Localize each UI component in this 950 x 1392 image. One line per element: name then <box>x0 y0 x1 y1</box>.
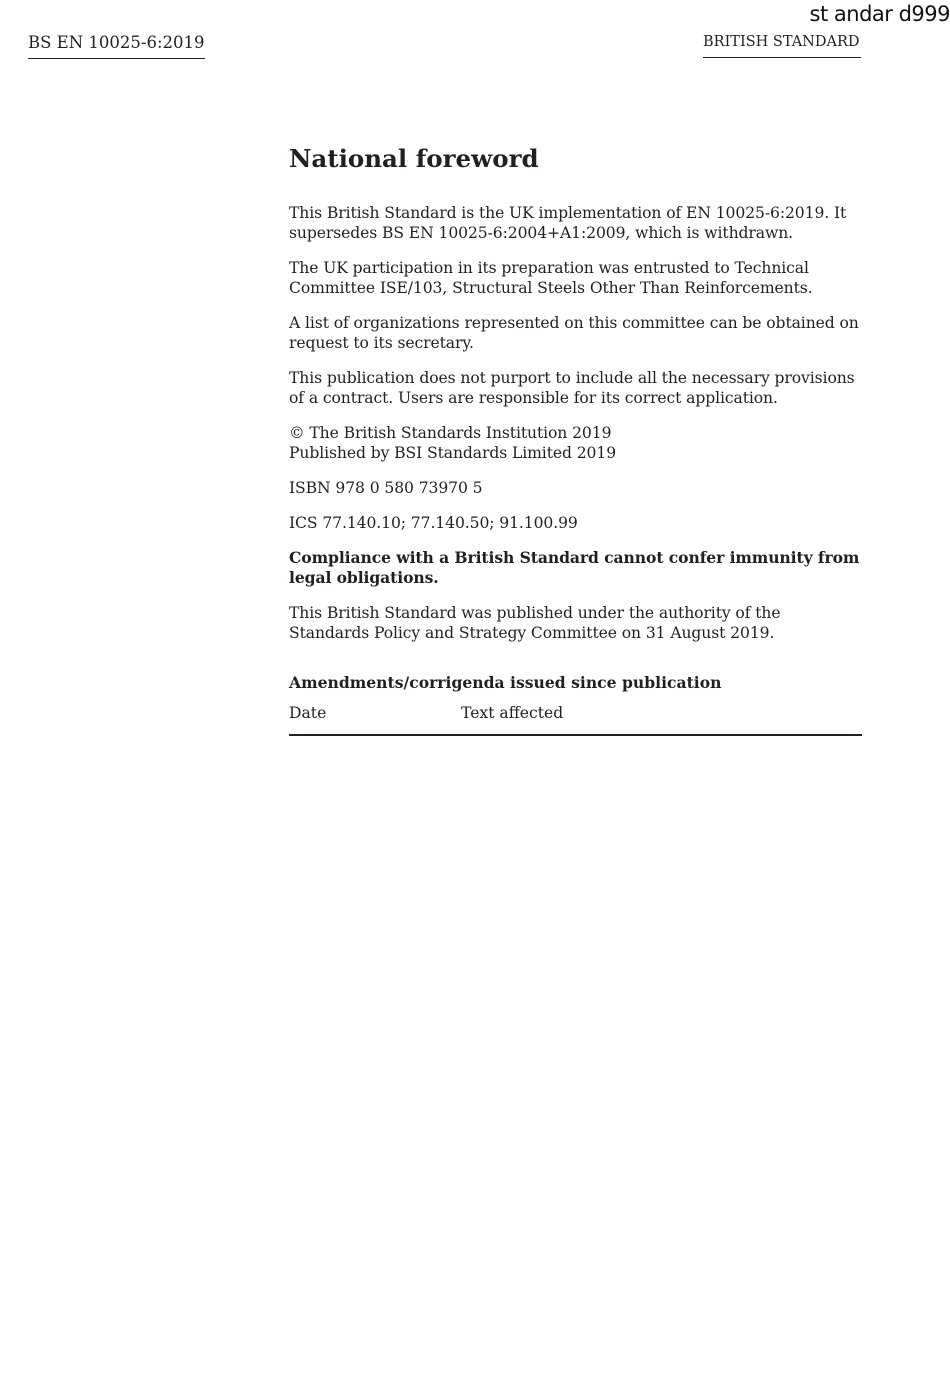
page-title: National foreword <box>289 144 539 173</box>
amendments-column-text-affected: Text affected <box>461 704 564 722</box>
compliance-statement: Compliance with a British Standard cannot confer immunity from legal obligations. <box>289 548 860 587</box>
amendments-column-date: Date <box>289 704 327 722</box>
implementation-paragraph: This British Standard is the UK implementation of EN 10025-6:2019. It supersedes BS EN 10025-6:2004+A1:2009, which is withdrawn. <box>289 204 847 242</box>
ics-line: ICS 77.140.10; 77.140.50; 91.100.99 <box>289 514 578 532</box>
organizations-paragraph: A list of organizations represented on this committee can be obtained on request to its secretary. <box>289 314 859 352</box>
authority-paragraph: This British Standard was published under the authority of the Standards Policy and Strategy Committee on 31 August 2019. <box>289 604 781 642</box>
watermark: st andar d999 <box>809 2 950 26</box>
amendments-heading: Amendments/corrigenda issued since publication <box>289 673 722 692</box>
series-header: BRITISH STANDARD <box>703 34 861 58</box>
isbn-line: ISBN 978 0 580 73970 5 <box>289 479 483 497</box>
copyright-line: © The British Standards Institution 2019 <box>289 424 612 442</box>
committee-paragraph: The UK participation in its preparation was entrusted to Technical Committee ISE/103, Structural Steels Other Than Reinforcements. <box>289 259 813 297</box>
copyright-block <box>289 423 862 463</box>
publisher-line: Published by BSI Standards Limited 2019 <box>289 444 617 462</box>
foreword-section <box>289 143 862 736</box>
document-id-header: BS EN 10025-6:2019 <box>28 33 205 59</box>
contract-paragraph: This publication does not purport to include all the necessary provisions of a contract. Users are responsible for its correct application. <box>289 369 855 407</box>
amendments-table <box>289 703 862 736</box>
